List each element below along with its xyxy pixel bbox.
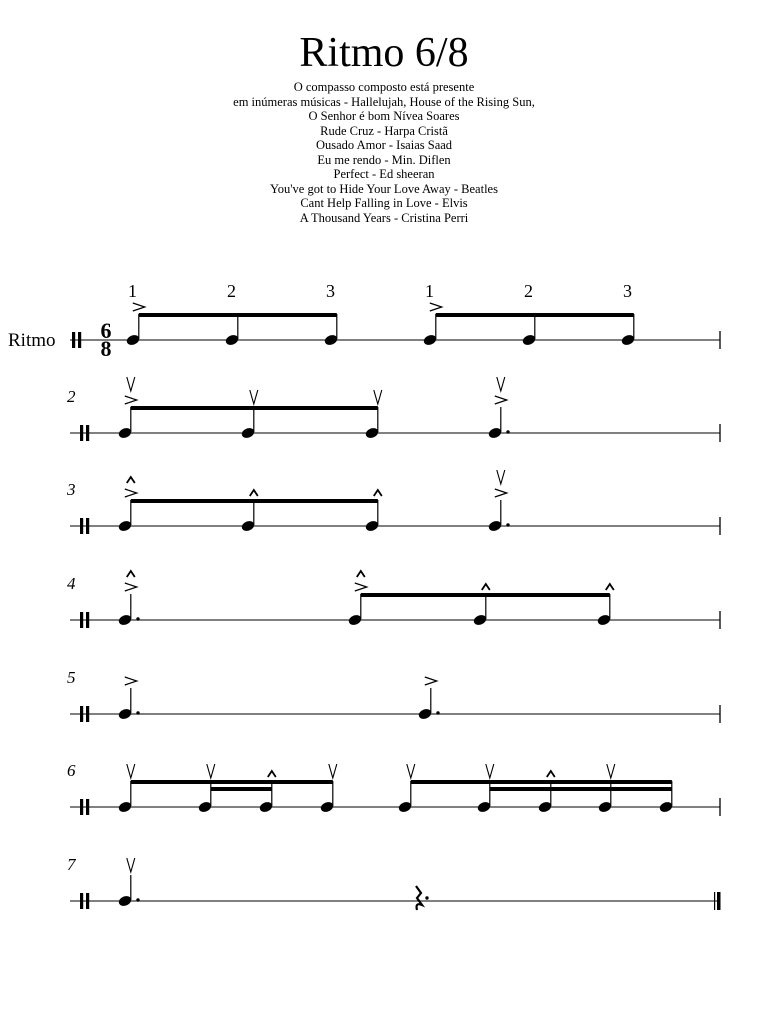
note-group <box>117 858 139 908</box>
beamed-note-group <box>347 571 613 627</box>
time-signature-numerator: 6 <box>100 318 112 343</box>
staff-system <box>67 571 720 629</box>
marcato-mark <box>547 771 555 777</box>
augmentation-dot <box>136 898 139 901</box>
percussion-clef <box>86 518 89 534</box>
staff-system <box>67 377 720 442</box>
marcato-mark <box>374 490 382 496</box>
upbow-mark <box>497 377 505 391</box>
percussion-clef <box>86 612 89 628</box>
marcato-mark <box>250 490 258 496</box>
percussion-clef <box>86 893 89 909</box>
marcato-mark <box>268 771 276 777</box>
system-number: 2 <box>67 387 76 406</box>
beam <box>131 780 333 784</box>
beam <box>361 593 610 597</box>
upbow-mark <box>127 764 135 778</box>
augmentation-dot <box>506 523 509 526</box>
beam <box>139 313 337 317</box>
percussion-clef <box>80 706 83 722</box>
accent-mark <box>430 303 442 311</box>
quarter-rest <box>416 886 422 910</box>
note-group <box>487 377 509 440</box>
accent-mark <box>125 583 137 591</box>
beat-count-label: 2 <box>227 281 236 301</box>
subtitle-line: O compasso composto está presente <box>293 80 475 94</box>
upbow-mark <box>374 390 382 404</box>
secondary-beam <box>490 787 672 791</box>
beamed-note-group <box>117 764 336 814</box>
accent-mark <box>495 396 507 404</box>
subtitle-line: O Senhor é bom Nívea Soares <box>308 109 460 123</box>
subtitle-line: Perfect - Ed sheeran <box>333 167 435 181</box>
staff-system <box>66 470 720 535</box>
subtitle-line: You've got to Hide Your Love Away - Beatles <box>270 181 498 196</box>
system-number: 5 <box>67 668 76 687</box>
subtitle-line: Eu me rendo - Min. Diflen <box>317 152 451 167</box>
accent-mark <box>125 396 137 404</box>
accent-mark <box>133 303 145 311</box>
staff-system <box>67 668 720 723</box>
staff-system <box>67 855 721 910</box>
system-number: 4 <box>67 574 76 593</box>
final-barline-thick <box>717 892 721 910</box>
accent-mark <box>125 677 137 685</box>
note-group <box>117 571 139 627</box>
beat-count-label: 3 <box>326 281 335 301</box>
percussion-clef <box>86 706 89 722</box>
beamed-note-group <box>117 477 381 533</box>
beat-count-label: 3 <box>623 281 632 301</box>
staff-label: Ritmo <box>8 330 56 351</box>
percussion-clef <box>78 332 81 348</box>
upbow-mark <box>207 764 215 778</box>
accent-mark <box>425 677 437 685</box>
beam <box>131 406 378 410</box>
upbow-mark <box>329 764 337 778</box>
percussion-clef <box>86 799 89 815</box>
secondary-beam <box>211 787 272 791</box>
upbow-mark <box>127 858 135 872</box>
beamed-note-group <box>117 377 381 440</box>
marcato-mark <box>357 571 365 577</box>
time-signature-denominator: 8 <box>100 336 112 361</box>
beam <box>436 313 634 317</box>
beam <box>411 780 672 784</box>
note-group <box>487 470 509 533</box>
percussion-clef <box>80 425 83 441</box>
subtitle-line: Ousado Amor - Isaias Saad <box>315 138 453 152</box>
percussion-clef <box>80 612 83 628</box>
percussion-clef <box>80 799 83 815</box>
upbow-mark <box>407 764 415 778</box>
beat-count-label: 1 <box>425 281 434 301</box>
final-barline-thin <box>714 892 715 910</box>
staff-system <box>67 761 720 816</box>
staff-system <box>8 281 720 361</box>
subtitle-line: em inúmeras músicas - Hallelujah, House of the Rising Sun, <box>233 94 535 109</box>
upbow-mark <box>486 764 494 778</box>
percussion-clef <box>72 332 75 348</box>
augmentation-dot <box>136 617 139 620</box>
subtitle-line: Rude Cruz - Harpa Cristã <box>320 123 448 138</box>
augmentation-dot <box>436 711 439 714</box>
marcato-mark <box>127 571 135 577</box>
beam <box>131 499 378 503</box>
accent-mark <box>355 583 367 591</box>
subtitle-line: A Thousand Years - Cristina Perri <box>299 210 469 225</box>
accent-mark <box>125 489 137 497</box>
percussion-clef <box>86 425 89 441</box>
augmentation-dot <box>506 430 509 433</box>
augmentation-dot <box>136 711 139 714</box>
page-title: Ritmo 6/8 <box>299 30 469 76</box>
augmentation-dot <box>425 896 428 899</box>
marcato-mark <box>606 584 614 590</box>
upbow-mark <box>607 764 615 778</box>
marcato-mark <box>482 584 490 590</box>
beat-count-label: 2 <box>524 281 533 301</box>
upbow-mark <box>497 470 505 484</box>
marcato-mark <box>127 477 135 483</box>
upbow-mark <box>127 377 135 391</box>
beat-count-label: 1 <box>128 281 137 301</box>
system-number: 3 <box>67 480 76 499</box>
upbow-mark <box>250 390 258 404</box>
rest-group <box>416 886 429 910</box>
system-number: 7 <box>67 855 76 874</box>
subtitle-line: Cant Help Falling in Love - Elvis <box>300 196 468 210</box>
accent-mark <box>495 489 507 497</box>
percussion-clef <box>80 518 83 534</box>
percussion-clef <box>80 893 83 909</box>
system-number: 6 <box>67 761 76 780</box>
beamed-note-group <box>397 764 673 814</box>
